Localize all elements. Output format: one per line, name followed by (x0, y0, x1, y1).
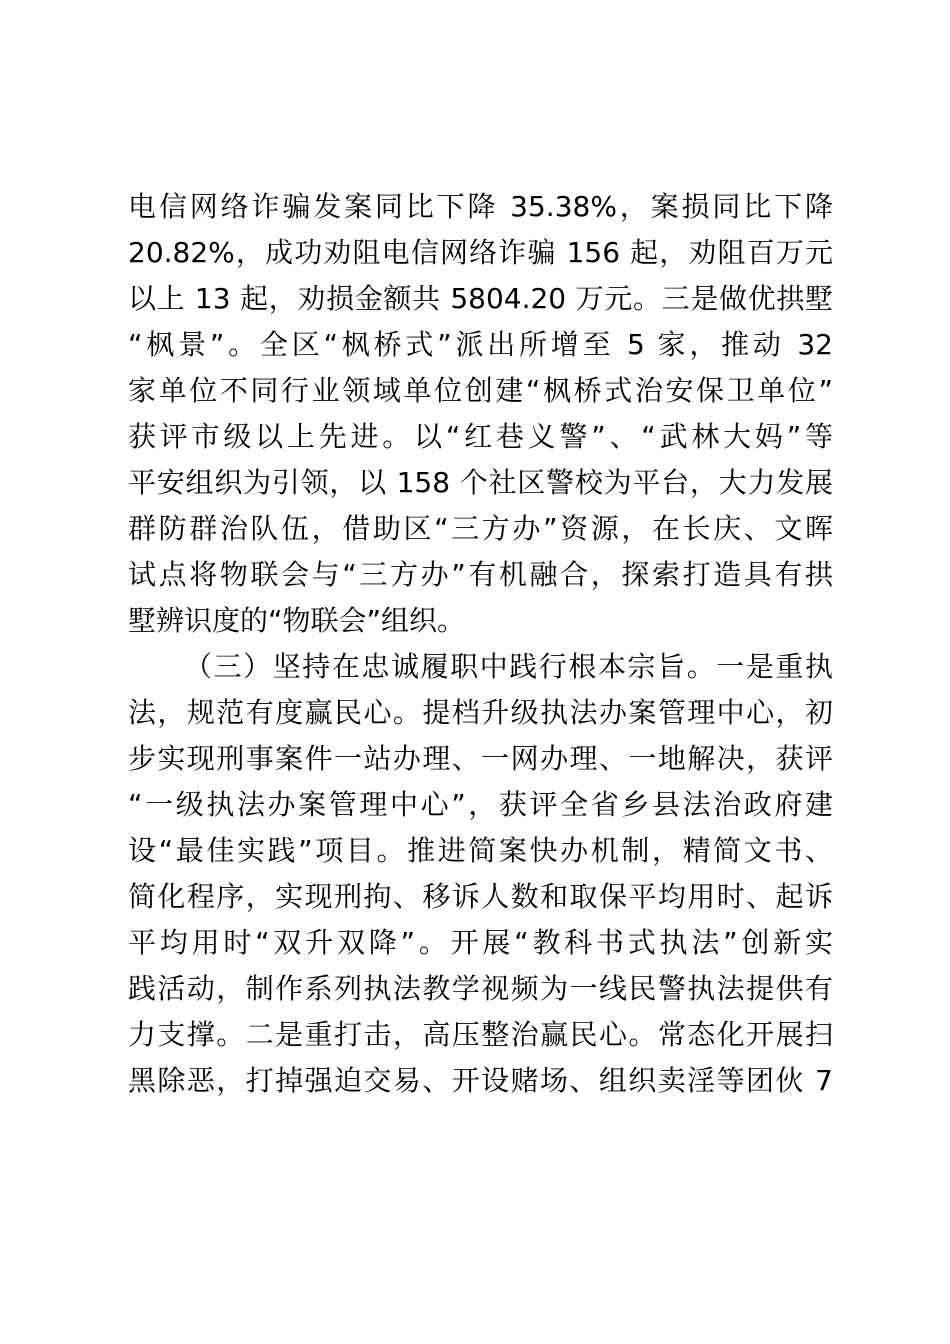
text-line: 简化程序，实现刑拘、移诉人数和取保平均用时、起诉 (128, 880, 833, 913)
text-line: 电信网络诈骗发案同比下降 35.38%，案损同比下降 (128, 190, 833, 223)
text-line: 践活动，制作系列执法教学视频为一线民警执法提供有 (128, 972, 833, 1005)
text-line: 力支撑。二是重打击，高压整治赢民心。常态化开展扫 (128, 1018, 833, 1051)
text-line: 法，规范有度赢民心。提档升级执法办案管理中心，初 (128, 696, 833, 729)
text-line: 试点将物联会与“三方办”有机融合，探索打造具有拱 (128, 558, 833, 591)
text-line: 步实现刑事案件一站办理、一网办理、一地解决，获评 (128, 742, 833, 775)
text-line: 获评市级以上先进。以“红巷义警”、“武林大妈”等 (128, 420, 833, 453)
text-line: 黑除恶，打掉强迫交易、开设赌场、组织卖淫等团伙 7 (128, 1064, 833, 1097)
text-line: 20.82%，成功劝阻电信网络诈骗 156 起，劝阻百万元 (128, 236, 833, 269)
text-line: 平均用时“双升双降”。开展“教科书式执法”创新实 (128, 926, 833, 959)
text-line: 以上 13 起，劝损金额共 5804.20 万元。三是做优拱墅 (128, 282, 833, 315)
text-line: “一级执法办案管理中心”，获评全省乡县法治政府建 (128, 788, 833, 821)
text-line: “枫景”。全区“枫桥式”派出所增至 5 家，推动 32 (128, 328, 833, 361)
section-heading-line: （三）坚持在忠诚履职中践行根本宗旨。一是重执 (184, 650, 833, 683)
text-line: 设“最佳实践”项目。推进简案快办机制，精简文书、 (128, 834, 833, 867)
text-line: 家单位不同行业领域单位创建“枫桥式治安保卫单位” (128, 374, 833, 407)
text-line: 群防群治队伍，借助区“三方办”资源，在长庆、文晖 (128, 512, 833, 545)
text-line: 墅辨识度的“物联会”组织。 (128, 604, 466, 637)
text-line: 平安组织为引领，以 158 个社区警校为平台，大力发展 (128, 466, 833, 499)
body-text (128, 184, 833, 1104)
